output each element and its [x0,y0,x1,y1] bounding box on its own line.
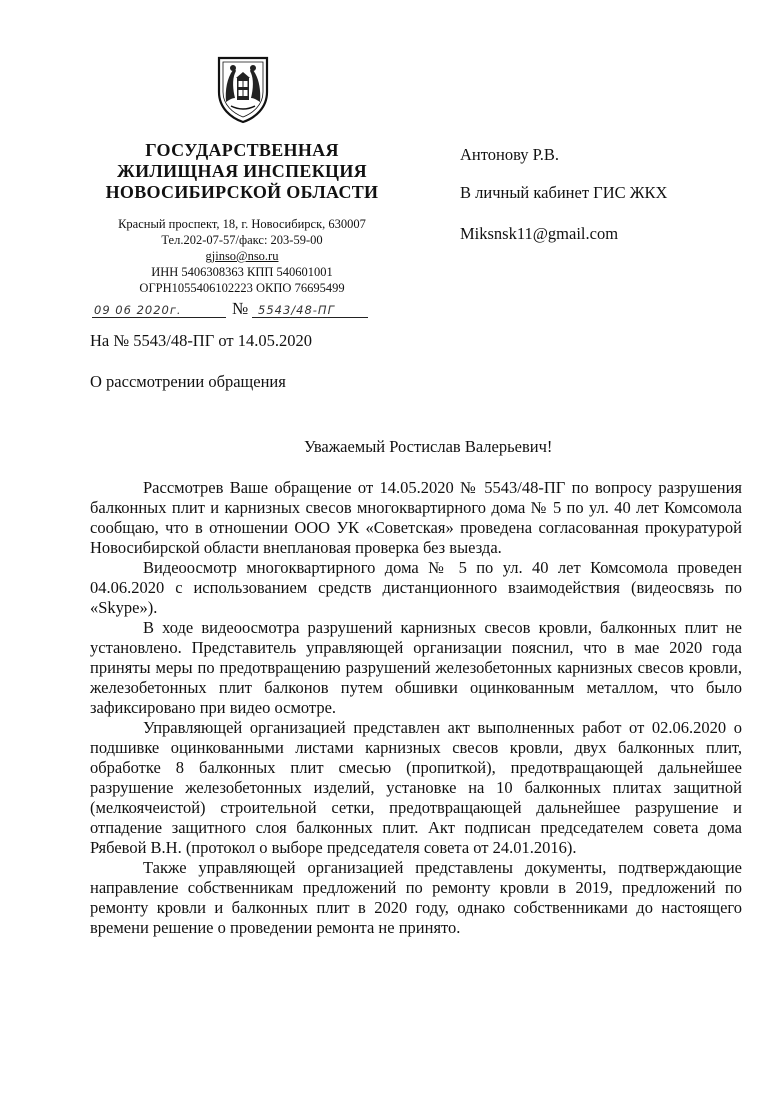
number-underline [252,317,368,318]
phone-line: Тел.202-07-57/факс: 203-59-00 [161,233,323,247]
ogrn-okpo-line: ОГРН1055406102223 ОКПО 76695499 [139,281,345,295]
number-sign: № [232,299,249,318]
org-line-2: ЖИЛИЩНАЯ ИНСПЕКЦИЯ [117,161,367,181]
registration-line [92,300,370,322]
paragraph-2: Видеоосмотр многоквартирного дома № 5 по ул. 40 лет Комсомола проведен 04.06.2020 с использованием средств дистанционного взаимодействия (видеосвязь по «Skype»). [90,558,742,617]
paragraph-3: В ходе видеоосмотра разрушений карнизных свесов кровли, балконных плит не установлено. Представитель управляющей организации пояснил, что в мае 2020 года приняты меры по предотвращению разрушений железобетонных карнизных свесов кровли, железобетонных плит балконов путем обшивки оцинкованным металлом, что было зафиксировано при видео осмотре. [90,618,742,717]
reference-line: На № 5543/48-ПГ от 14.05.2020 [90,331,313,350]
paragraph-5: Также управляющей организацией представлены документы, подтверждающие направление собственникам предложений по ремонту кровли в 2019, предложений по ремонту кровли и балконных плит в 2020 году, однако собственниками до настоящего времени решение о проведении ремонта не принято. [90,858,742,937]
registration-date: 09 06 2020г. [94,303,182,317]
organization-name [72,140,412,203]
organization-contacts [72,216,412,296]
org-line-1: ГОСУДАРСТВЕННАЯ [145,140,339,160]
org-line-3: НОВОСИБИРСКОЙ ОБЛАСТИ [105,182,379,202]
greeting: Уважаемый Ростислав Валерьевич! [304,437,553,456]
date-underline [92,317,226,318]
inn-kpp-line: ИНН 5406308363 КПП 540601001 [151,265,333,279]
org-email-link[interactable]: gjinso@nso.ru [205,249,279,263]
registration-number: 5543/48-ПГ [258,303,335,317]
address-line: Красный проспект, 18, г. Новосибирск, 630007 [118,217,366,231]
recipient-name: Антонову Р.В. [460,145,560,164]
recipient-email: Miksnsk11@gmail.com [460,224,619,243]
letter-body [90,478,742,938]
subject-line: О рассмотрении обращения [90,372,286,391]
coat-of-arms-emblem [213,52,273,124]
recipient-channel: В личный кабинет ГИС ЖКХ [460,183,668,202]
paragraph-4: Управляющей организацией представлен акт выполненных работ от 02.06.2020 о подшивке оцинкованными листами карнизных свесов кровли, двух балконных плит, обработке 8 балконных плит смесью (пропиткой), предотвращающей дальнейшее разрушение железобетонных изделий, установке на 10 балконных плитах защитной (мелкоячеистой) строительной сетки, предотвращающей дальнейшее разрушение и отпадение защитного слоя балконных плит. Акт подписан председателем совета дома Рябевой В.Н. (протокол о выборе председателя совета от 24.01.2016). [90,718,742,857]
paragraph-1: Рассмотрев Ваше обращение от 14.05.2020 № 5543/48-ПГ по вопросу разрушения балконных плит и карнизных свесов многоквартирного дома № 5 по ул. 40 лет Комсомола сообщаю, что в отношении ООО УК «Советская» проведена согласованная прокуратурой Новосибирской области внеплановая проверка без выезда. [90,478,742,557]
